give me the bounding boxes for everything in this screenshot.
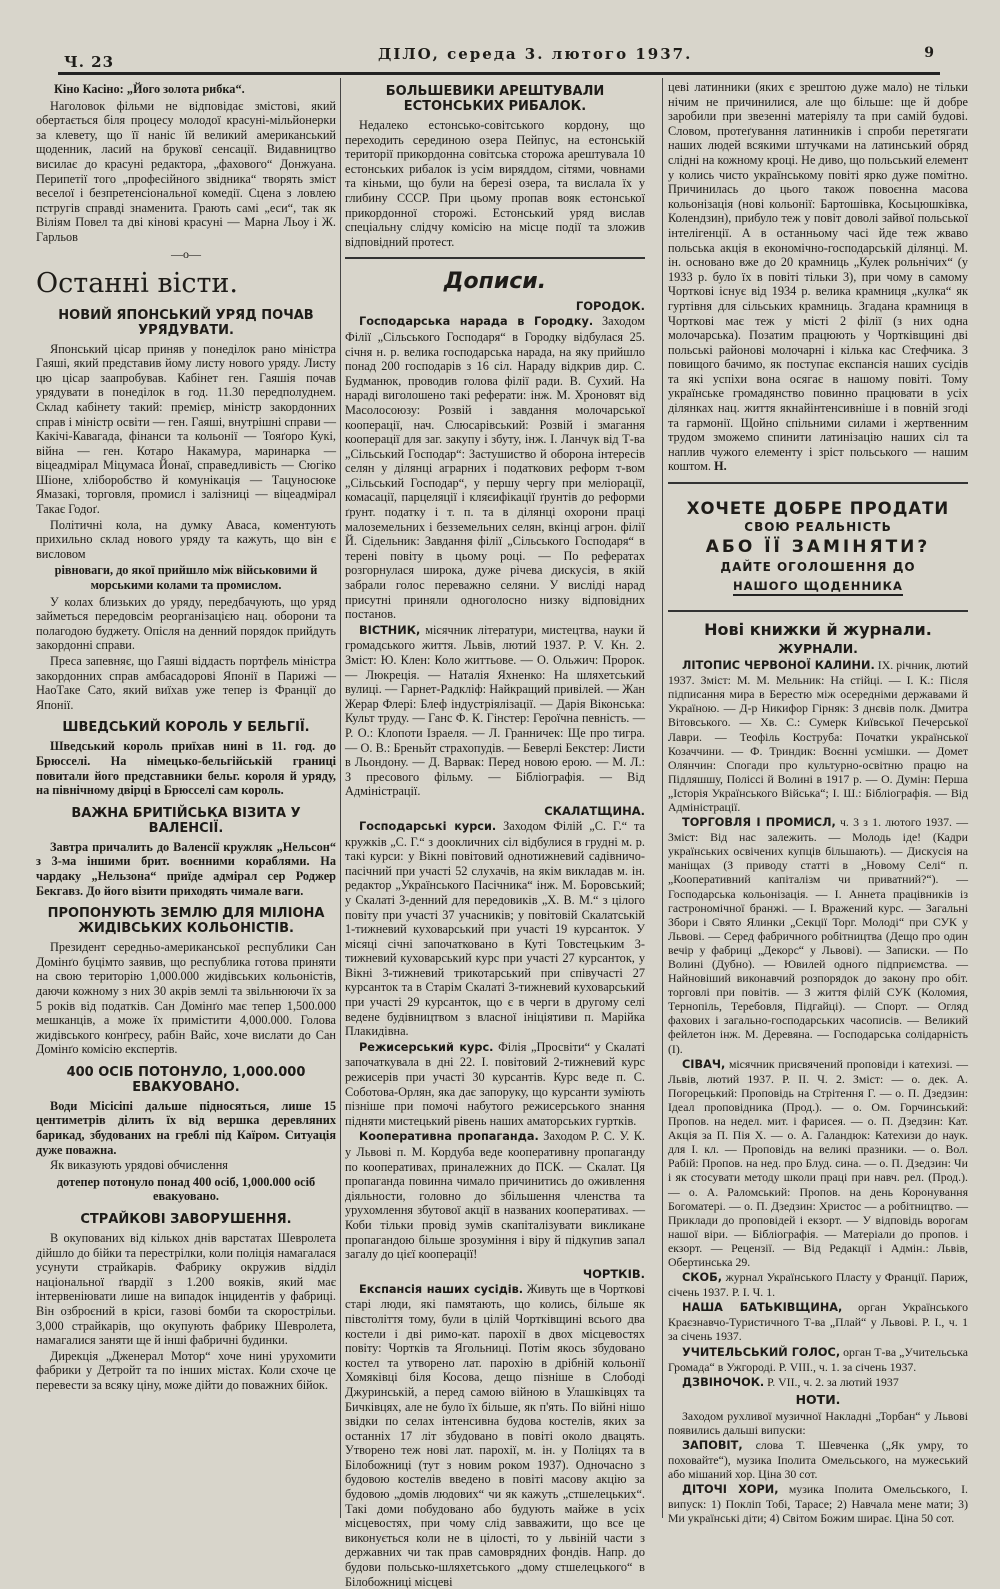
journal-entry xyxy=(668,1345,968,1374)
column-2 xyxy=(345,80,646,1589)
article-title: 400 ОСІБ ПОТОНУЛО, 1,000.000 ЕВАКУОВАНО. xyxy=(66,1064,306,1095)
place-heading: ГОРОДОК. xyxy=(575,299,645,314)
journal-entry xyxy=(668,1057,968,1269)
journal-title: УЧИТЕЛЬСЬКИЙ ГОЛОС, xyxy=(682,1345,841,1359)
notes-title: ЗАПОВІТ, xyxy=(682,1439,743,1452)
journal-entry xyxy=(668,1300,968,1343)
article-bold-text: рівноваги, до якої прийшло між військовими й морськими колами та промислом. xyxy=(54,563,318,593)
journal-desc: місячник присвячений проповіди і катехизі. — Львів, лютий 1937. Р. ІІ. Ч. 2. Зміст: — о. дек. А. Погорецький: Проповідь на Стрітення Г. — о. П. Дзедзин: Ідеал проповідника (Прод.). — о. Ом. Горчинський: Пропов. на недел. мит. і фарисея. — о. П. Дзедзин: Кат. Акція за П. Пія Х. — о. А. Галандюк: Катехизи до наук. для І. кл. — Проповідь на великі празники. — о. Вол. Рабій: Пропов. на нед. про Блуд. сина. — о. П. Дзедзин: Чи і як стосувати методу школи праці при навч. рел. (Прод.). — о. А. Раломський: Пропов. на день Коронування Богоматері. — о. П. Дзедзин: Христос — а робітництво. — Приклади до проповідей і екзорт. — У відповідь ворогам нашої віри. — Бібліографія. — Матеріали до пропов. і екзорт. — Рецензії. — Від Редакції і Адмін.: Львів, Обертинська 29. xyxy=(668,1056,968,1269)
journal-title: НАША БАТЬКІВЩИНА, xyxy=(682,1301,843,1315)
signature: Н. xyxy=(714,459,727,474)
notes-entry xyxy=(668,1482,968,1525)
paragraph-text: місячник літератури, мистецтва, науки й громадського життя. Львів, лютий 1937. Р. V. Кн. 2. Зміст: Ю. Клен: Коло життьове. — О. Ольжич: Пророк. — Люкреція. — Наталія Яхненко: На шляхетський вулиці. — Гарнет-Радкліф: Найкращий привілей. — Жан Жерар Флері: Блеф індустріялізації. — Дарія Віконська: Культ труду. — Ганс Ф. К. Гінстер: Героїчна певність. — Р. О.: Клопоти Ізраеля. — Л. Гранничек: Ще про тигра. — О. В.: Бреньйт страхопудів. — Беверлі Бекстер: Листи в Льондону. — Д. Варвак: Перед новою ерою. — М. Л.: З пресового фільму. — Бібліографія. — Від Адміністрації. xyxy=(345,622,646,799)
article-paragraph: Дирекція „Дженерал Мотор“ хоче нині урухомити фабрики у Детройт та по інших містах. Коли схоче це перевести за всяку ціну, може дійти до поважних бійок. xyxy=(36,1348,336,1392)
article-paragraph xyxy=(668,80,968,474)
journal-entry xyxy=(668,658,968,814)
paragraph-lead: Господарська нарада в Городку. xyxy=(359,315,594,329)
notes-intro: Заходом рухливої музичної Накладні „Торбан“ у Львові появились дальші випуски: xyxy=(668,1408,968,1437)
journal-desc: журнал Українського Пласту у Франції. Париж, січень 1937. Р. І. Ч. 1. xyxy=(668,1270,968,1300)
subsection-title-notes: НОТИ. xyxy=(795,1391,841,1407)
article-paragraph: Як виказують урядові обчислення xyxy=(50,1158,228,1173)
article-bold-text: Води Місісіпі дальше підносяться, лише 15 центиметрів ділить їх від вершка деревляних барикад, збудованих на греблі під Каїром. Ситуація дуже поважна. xyxy=(36,1098,336,1157)
section-title-books: Нові книжки й журнали. xyxy=(704,620,932,640)
journal-entry xyxy=(668,1375,968,1390)
ad-line: ДАЙТЕ ОГОЛОШЕННЯ ДО xyxy=(720,560,916,575)
section-title-dopysy: Дописи. xyxy=(443,269,547,295)
article-paragraph xyxy=(345,1282,645,1589)
journal-title: СКОБ, xyxy=(682,1271,723,1285)
divider xyxy=(668,610,968,612)
ad-line: АБО ЇЇ ЗАМІНЯТИ? xyxy=(705,537,931,558)
article-paragraph xyxy=(345,1129,645,1261)
journal-title: ТОРГОВЛЯ І ПРОМИСЛ, xyxy=(682,816,836,830)
ad-line: НАШОГО ЩОДЕННИКА xyxy=(733,579,903,596)
masthead xyxy=(58,44,940,75)
article-paragraph xyxy=(345,314,645,621)
ad-line: ХОЧЕТЕ ДОБРЕ ПРОДАТИ xyxy=(686,499,950,519)
article-paragraph: У колах близьких до уряду, передбачують, що уряд займеться передовсім реорганізацією нац. оборони та полагодою буджету. Опісля на денний порядок прийдуть закордонні справи. xyxy=(36,594,336,653)
journal-desc: орган Українського Краєзнавчо-Туристичного Т-ва „Плай“ у Львові. Р. І., ч. 1 за січень 1937. xyxy=(668,1300,968,1344)
paragraph-lead: Режисерський курс. xyxy=(359,1040,494,1054)
article-title: БОЛЬШЕВИКИ АРЕШТУВАЛИ ЕСТОНСЬКИХ РИБАЛОК. xyxy=(385,84,605,114)
page-label: Ч. 23 xyxy=(64,53,115,71)
article-title: НОВИЙ ЯПОНСЬКИЙ УРЯД ПОЧАВ УРЯДУВАТИ. xyxy=(58,307,314,338)
article-paragraph: Преса запевняє, що Гаяші віддасть портфель міністра закордонних справ амбасадорові Японії в Парижі — НаоТаке Сато, який виїхав уже тепер із Франції до Японії. xyxy=(36,654,336,712)
article-paragraph xyxy=(345,623,645,799)
article-paragraph: Японський цісар приняв у понеділок рано міністра Гаяші, який представив йому листу нового уряду. Листу цю цісар заапробував. Кабінет ген. Гаяшія почав урядувати в понеділок в год. 11.30 передполуднем. Склад кабінету такий: премієр, міністр закордонних справ і міністр освіти — ген. Гаяші, внутрішні справи — Какічі-Кавагада, фінанси та кольонії — Тояґоро Кукі, війна — ген. Котаро Накамура, маринарка — віцеадмірал Міцумаса Йонаї, справедливість — Сюгіко Шіоне, хліборобство й комунікація — Тацуносюке Ямазакі, торговля, промисл і залізниці — віцеадмірал Такає Годоґ. xyxy=(36,341,336,517)
journal-title: ЛІТОПИС ЧЕРВОНОЇ КАЛИНИ. xyxy=(682,659,875,673)
notes-entry xyxy=(668,1438,968,1481)
journal-title: СІВАЧ, xyxy=(682,1057,726,1071)
place-heading: СКАЛАТЩИНА. xyxy=(544,803,645,818)
paragraph-text: Заходом Філій „С. Г.“ та кружків „С. Г.“ з доокличних сіл відбулися в грудні м. р. такі курси: у Вікні повітовий однотижневий садівничо-пасічний при участі 52 слухачів, на якім викладав м. ін. редактор „Українського Пасічника“ інж. М. Боровський; у Скалаті 3-денний для передовиків „Х. В. М.“ з цілого повіту при участі 37 учасників; у повітовій Скалатській 1-тижневий куховарський при участі 19 курсанток. У місяці січні започатковано в Куті Товстецьким 3-тижневий куховарський курс при участі 27 курсанток, у Вікні 3-тижневий трикотарський при співучасті 27 курсанток та в Старім Скалаті 3-тижневий куховарський при участі 29 курсанток, що є в черги в другому селі ведене будівництвом з власної ініціятиви п. Марійка Плакидівна. xyxy=(345,818,646,1039)
column-rule xyxy=(662,78,663,1518)
newspaper-title: ДІЛО, середа 3. лютого 1937. xyxy=(378,45,693,63)
journal-desc: ч. 3 з 1. лютого 1937. — Зміст: Від нас залежить. — Молодь іде! (Кадри українських освічених купців більшають). — Дискусія на маніщах (З приводу статті в „Новому Селі“ п. „Кооперативний капіталізм чи приватний?“). — Господарська кольонізація. — І. Аннета працівників із гастрономічної бранжі. — І. Вражений курс. — Загальні Збори і Свято Ялинки „Секції Торг. Молоді“ при СУК у Львові. — Серед фабричного робітництва (Дещо про один вечір у фабриці „Декорс“ у Львові). — Записки. — По Волині (Дубно). — Ювилей одного підприємства. — Найновіший виконавчий розпорядок до закону про обіт. торговлі при повітів. — З життя філій СУК (Коломия, Тернопіль, Теребовля, Підгайці). — Спорт. — Огляд фахових і загально-господарських часописів. — Великий фейлетон інж. М. Деревяна. — Господарська солідарність (І). xyxy=(668,815,968,1056)
place-heading: ЧОРТКІВ. xyxy=(582,1266,645,1281)
ad-line: СВОЮ РЕАЛЬНІСТЬ xyxy=(744,520,892,535)
article-title: ВАЖНА БРИТІЙСЬКА ВІЗИТА У ВАЛЕНСІЇ. xyxy=(71,805,301,836)
article-paragraph: Президент середньо-американської республики Сан Домінґо буцімто заявив, що республика готова приняти на свою територію 1,000.000 жидівських кольоністів, даючи кожному з них 30 акрів землі та звільнюючи їх за 5 років від податків. Сан Домінґо має тепер 1,500.000 мешканців, а може їх примістити 4,000.000. Голова жидівського конґресу, рабін Вайс, хоче вислати до Сан Домінґо комісію експертів. xyxy=(36,940,336,1057)
separator: —o— xyxy=(171,246,201,261)
divider xyxy=(668,482,968,484)
article-title: ШВЕДСЬКИЙ КОРОЛЬ У БЕЛЬГІЇ. xyxy=(62,720,310,736)
paragraph-lead: Кооперативна пропаганда. xyxy=(359,1130,539,1144)
journal-desc: Р. VII., ч. 2. за лютий 1937 xyxy=(767,1374,899,1389)
paragraph-lead: ВІСТНИК, xyxy=(359,623,421,637)
advertisement xyxy=(668,492,968,602)
column-3 xyxy=(668,80,969,1526)
column-1 xyxy=(36,80,336,1520)
article-paragraph: Завтра причалить до Валенсії кружляк „Нельсон“ з 3-ма іншими брит. воєнними кораблями. На чардаку „Нельзона“ приїде адмірал сер Роджер Бекгавз. До його візити приходять чимале ваги. xyxy=(36,839,336,898)
subsection-title-journals: ЖУРНАЛИ. xyxy=(778,641,858,657)
article-paragraph: Шведський король приїхав нині в 11. год. до Брюсселі. На німецько-бельгійській границі повитали його представники бельг. короля й уряду, на північному двірці в Брюсселі сам король. xyxy=(36,739,336,798)
page-number: 9 xyxy=(924,45,934,61)
article-paragraph xyxy=(345,1040,645,1129)
article-paragraph xyxy=(345,819,645,1039)
paragraph-text: цеві латинники (яких є зрештою дуже мало) не тільки нічим не причинилися, але що більше: ще й добре заробили при звезенні матеріялу та при самій будові. Словом, протеґування латинників і спроби перетягати наших людей всякими штучками на латинський обряд слідні на кожному кроці. Не диво, що польський елемент у колись чисто українському повіті ярко дуже помітно. Причинилась до цього також повоєнна масова кольонізація (нові кольонії: Бартошівка, Косьцюшківка, Колендзин), прибуло теж у повіт доволі зайвої польської інтелігенції. А в останньому часі йде теж жваво польська акція в економічно-господарській ділянці. М. ін. основано вже до 20 крамниць „Кулек рольнічих“ (у 1933 р. було їх в повіті тільки 3), при чому в самому Чорткові існує від 1934 р. велика крамниця „кулка“ як гуртівня для сільських крамниць. Згадана крамниця в Чорткові має теж у місті 2 філії (з них одна молочарська). Позатим працюють у Чортківщині дві польські районові молочарні і кілька кас Стефчика. З повищого бачимо, як поступає експансія наших сусідів та які успіхи вона осягає в нашому повіті. Тому українське громадянство повинно працювати в усіх ділянках нац. життя якнайінтенсивніше і в повній згоді та гармонії. Щойно спільними силами і жертвенним трудом зможемо спинити латинізацію наших сіл та наплив чужого елементу і зріст польського — нашим коштом. xyxy=(668,80,968,474)
journal-entry xyxy=(668,1270,968,1299)
paragraph-text: Заходом Філії „Сільського Господаря“ в Городку відбулася 25. січня н. р. велика господарська нарада, на яку прийшло понад 200 господарів з 16 сіл. Нараду відкрив дир. С. Будманюк, проводив голова філії ради. В. Сухий. На нараді виголошено такі реферати: інж. М. Хроновят від Масолосоюзу: Розвій і завдання молочарської кооперації, нач. Слюсарівський: Розвій і змагання кооперації для заг. закупу і збуту, інж. І. Ланчук від Т-ва „Сільський Господар“: Застушиство й оборона інтересів селян у ділянці аграрних і податкових реформ т-вом „Сільський Господар“, у першу чергу при меліорації, комасації, парцеляції і кляєифікації ґрунтів до реформи ґрунт. податку і т. п. та в ділянці охорони праці малоземельних і безземельних селян, вкінці агрон. філії Й. Сідельник: Завдання філії „Сільського Господаря“ в терені повіту в цьому році. — По рефератах розгорнулася широка, дуже річева дискусія, в якій забрали голос переважно селяни. У висліді нарад присутні приняли одноголосно низку відповідних постанов. xyxy=(345,314,645,622)
journal-desc: IX. річник, лютий 1937. Зміст: М. М. Мельник: На стійці. — І. К.: Після підписання мира в Берестю між осередніми державами й Україною. — Д-р Никифор Гірняк: З днєвів полк. Дмитра Вітовського. — Хв. С.: Сумерк Київської Печерської Лаври. — Теофіль Коструба: Початки української Козаччини. — Ф. Триндик: Воєнні усмішки. — Домет Олянчин: Спогади про культурно-освітню працю на Підляшшу, Поліссі й Волині в 1917 р. — О. Думін: Перша „Історія Українського Війська“; І. Ш.: Бібліографія. — Від Адміністрації. xyxy=(668,658,969,814)
cinema-review-text: Наголовок фільми не відповідає змістові, який обертається біля процесу молодої красуні-мільйонерки за клевету, що її наніс їй великий американський щоденник, ласий на бруковї сенсації. Видавництво висилає до красуні редактора, „фахового“ Донжуана. Перипетії того „професійного звідника“ творять зміст веселої і безпретенсіональної комедії. Сцена з ловлею пстругів справді знаменита. Грають самі „еси“, так як Віліям Повел та дві кінові красуні — Марна Льоу і Ж. Гарльов xyxy=(36,98,336,244)
cinema-review-title: Кіно Касіно: „Його золота рибка“. xyxy=(54,82,245,96)
journal-title: ДЗВІНОЧОК. xyxy=(682,1375,765,1389)
journal-desc: орган Т-ва „Учительська Громада“ в Ужгороді. Р. VIII., ч. 1. за січень 1937. xyxy=(668,1344,968,1374)
paragraph-text: Живуть ще в Чорткові старі люди, які памятають, що колись, більше як півстоліття тому, були в цілій Чортківщині всього два костели і дві римо-кат. парохії в двох місцевостях повіту: Чортків та Ягольниці. Потім якось збудовано костел та утворено лат. парохію в дрібній кольонії Хомяківці біля Косова, дещо пізніше в Слободі Джуринській, а перед самою війною в Улашківцях та Бичківцях, але не було їх більше, як п'ять. По війні нішо звідки по селах інтенсивна будова костелів, яких за останніх 17 літ збудовано в повіті около двацять. Утворено теж нові лат. парохії, м. ін. у Поліцях та в Білобожниці (тут з новим роком 1937). Одночасно з будовою костелів введено в повіті масову акцію за будовою „домів людових“ чи як кажуть „стшелецьких“. Такі доми побудовано або будують майже в усіх місцевостях, при чому слід завважити, що все це виконується коли не в цілості, то у львіній части з державних чи так прав самоврядних фондів. Напр. до будови польсько-шляхетського „дому стшелецького“ в Білобожниці місцеві xyxy=(345,1281,646,1589)
notes-desc: музика Іполита Омельського, І. випуск: 1) Покліп Тобі, Тарасе; 2) Навчала мене мати; 3) Ми українські діти; 4) Світом Божим ширає. Ціна 50 сот. xyxy=(668,1482,968,1526)
article-title: СТРАЙКОВІ ЗАВОРУШЕННЯ. xyxy=(80,1212,292,1228)
article-bold-text: дотепер потонуло понад 400 осіб, 1,000.000 осіб евакуовано. xyxy=(56,1174,316,1204)
paragraph-lead: Експансія наших сусідів. xyxy=(359,1282,524,1296)
section-title-latest-news: Останні вісти. xyxy=(36,267,238,299)
article-paragraph: Недалеко естонсько-совітського кордону, що переходить серединою озера Пейпус, на естонській території прикордонна совітська сторожа арештувала 10 естонських рибалок із усім виряддом, сітями, човнами та кіньми, що були на березі озера, та вислала їх у глибину СССР. При цьому пропав вояк естонської прикордонної сторожі. Естонський уряд вислав спеціальну слідчу комісію на місце події та зложив відповідний протест. xyxy=(345,118,645,249)
column-rule xyxy=(340,78,341,1518)
paragraph-text: Філія „Просвіти“ у Скалаті започаткувала в дні 22. І. повітовий 2-тижневий курс режисерів при участі 30 курсантів. Курс веде п. С. Соботова-Орлян, яка дає запоруку, що курсанти зуміють пізніше при помочі набутого режисерського знання підняти мистецький рівень наших аматорських гуртків. xyxy=(345,1039,646,1128)
article-paragraph: В окупованих від кількох днів варстатах Шевролета дійшло до бійки та перестрілки, коли поліція намагалася усунути страйкарів. Фабрику окружив відділ національної ґвардії з 1.200 вояків, який має інтервеніювати лише на випадок інцидентів у фабриці. Він озброєний в кріси, газові бомби та скорострільи. 3,000 страйкарів, що окупують фабрику Шевролета, намагалися заняти ще й інші фабричні будинки. xyxy=(36,1231,336,1348)
journal-entry xyxy=(668,815,968,1056)
paragraph-lead: Господарські курси. xyxy=(359,819,497,833)
article-paragraph: Політичні кола, на думку Аваса, коментують прихильно склад нового уряду та кажуть, що він є висловом xyxy=(36,517,336,561)
divider xyxy=(345,257,645,259)
paragraph-text: Заходом Р. С. У. К. у Львові п. М. Кордуба веде кооперативну пропаганду по кооперативах, приналежних до ПСК. — Скалат. Ця пропаганда повинна чимало причинитись до оживлення діяльности, головно до збільшення членства та урухомлення збутової акції в названих кооперативах. — Коби тільки провід зумів скапіталізувати викликане пропагандою більше зрозуміння і віру й підкупив запал загалу до цієї кооперації! xyxy=(345,1129,646,1262)
notes-desc: слова Т. Шевченка („Як умру, то поховайте“), музика Іполита Омельського, на мужеський або мішаний хор. Ціна 30 сот. xyxy=(668,1438,968,1482)
article-title: ПРОПОНУЮТЬ ЗЕМЛЮ ДЛЯ МІЛІОНА ЖИДІВСЬКИХ КОЛЬОНІСТІВ. xyxy=(47,906,325,937)
notes-title: ДІТОЧІ ХОРИ, xyxy=(682,1483,779,1497)
